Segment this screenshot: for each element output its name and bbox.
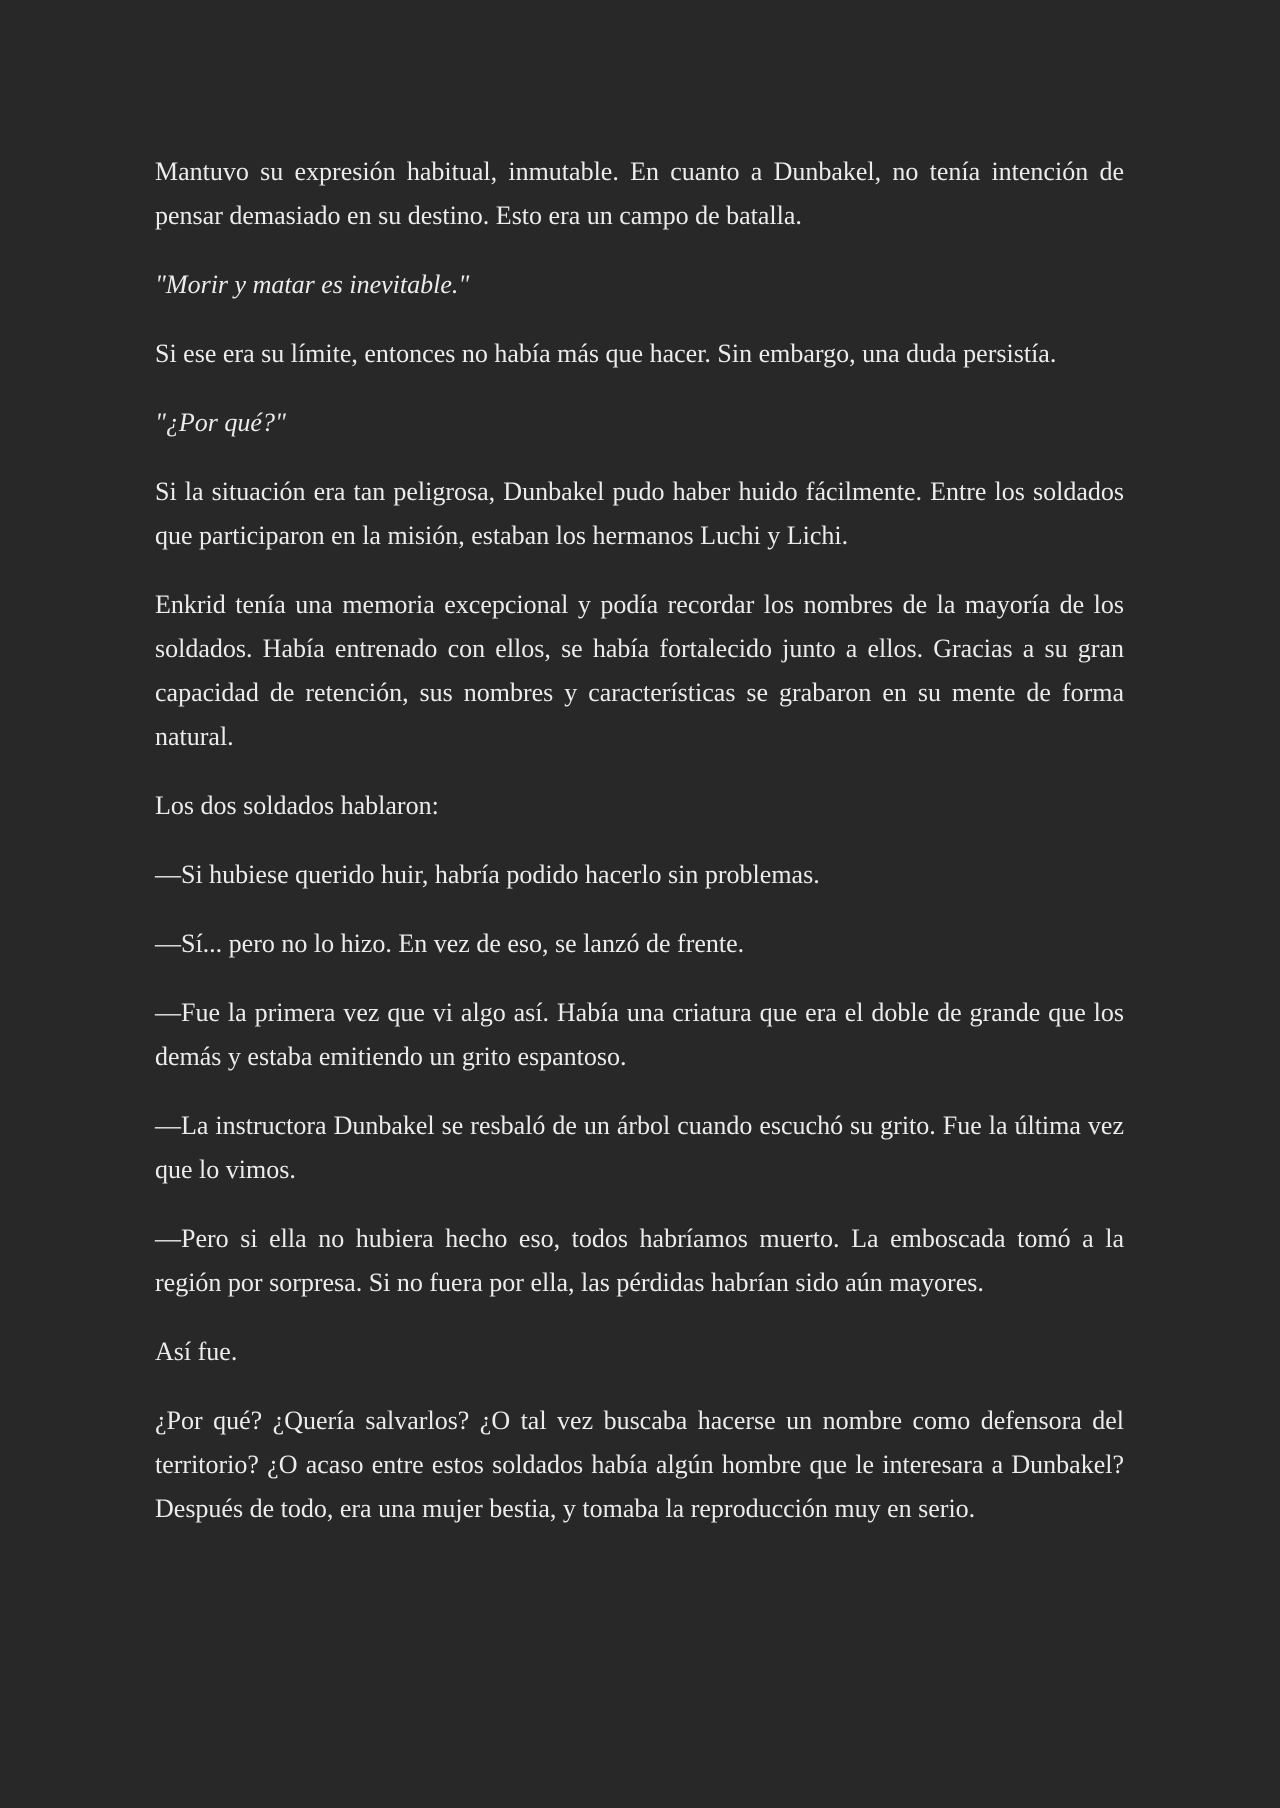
italic-thought: "¿Por qué?" <box>155 408 286 437</box>
paragraph: Enkrid tenía una memoria excepcional y podía recordar los nombres de la mayoría de los soldados. Había entrenado con ellos, se había fortalecido junto a ellos. Gracias a su gran capacidad de retención, sus nombres y características se grabaron en su mente de forma natural. <box>155 590 1124 751</box>
paragraph: Mantuvo su expresión habitual, inmutable. En cuanto a Dunbakel, no tenía intención de pensar demasiado en su destino. Esto era un campo de batalla. <box>155 157 1124 230</box>
dialogue-line: —Sí... pero no lo hizo. En vez de eso, se lanzó de frente. <box>155 929 745 958</box>
paragraph: Así fue. <box>155 1337 238 1366</box>
italic-thought: "Morir y matar es inevitable." <box>155 270 470 299</box>
dialogue-line: —La instructora Dunbakel se resbaló de un árbol cuando escuchó su grito. Fue la última vez que lo vimos. <box>155 1111 1124 1184</box>
reader-page <box>155 150 1124 1556</box>
paragraph: Si la situación era tan peligrosa, Dunbakel pudo haber huido fácilmente. Entre los soldados que participaron en la misión, estaban los hermanos Luchi y Lichi. <box>155 477 1124 550</box>
dialogue-line: —Si hubiese querido huir, habría podido hacerlo sin problemas. <box>155 860 820 889</box>
dialogue-line: —Fue la primera vez que vi algo así. Había una criatura que era el doble de grande que los demás y estaba emitiendo un grito espantoso. <box>155 998 1124 1071</box>
paragraph: Los dos soldados hablaron: <box>155 791 439 820</box>
dialogue-line: —Pero si ella no hubiera hecho eso, todos habríamos muerto. La emboscada tomó a la región por sorpresa. Si no fuera por ella, las pérdidas habrían sido aún mayores. <box>155 1224 1124 1297</box>
paragraph: Si ese era su límite, entonces no había más que hacer. Sin embargo, una duda persistía. <box>155 339 1057 368</box>
paragraph: ¿Por qué? ¿Quería salvarlos? ¿O tal vez buscaba hacerse un nombre como defensora del territorio? ¿O acaso entre estos soldados había algún hombre que le interesara a Dunbakel? Después de todo, era una mujer bestia, y tomaba la reproducción muy en serio. <box>155 1406 1124 1523</box>
